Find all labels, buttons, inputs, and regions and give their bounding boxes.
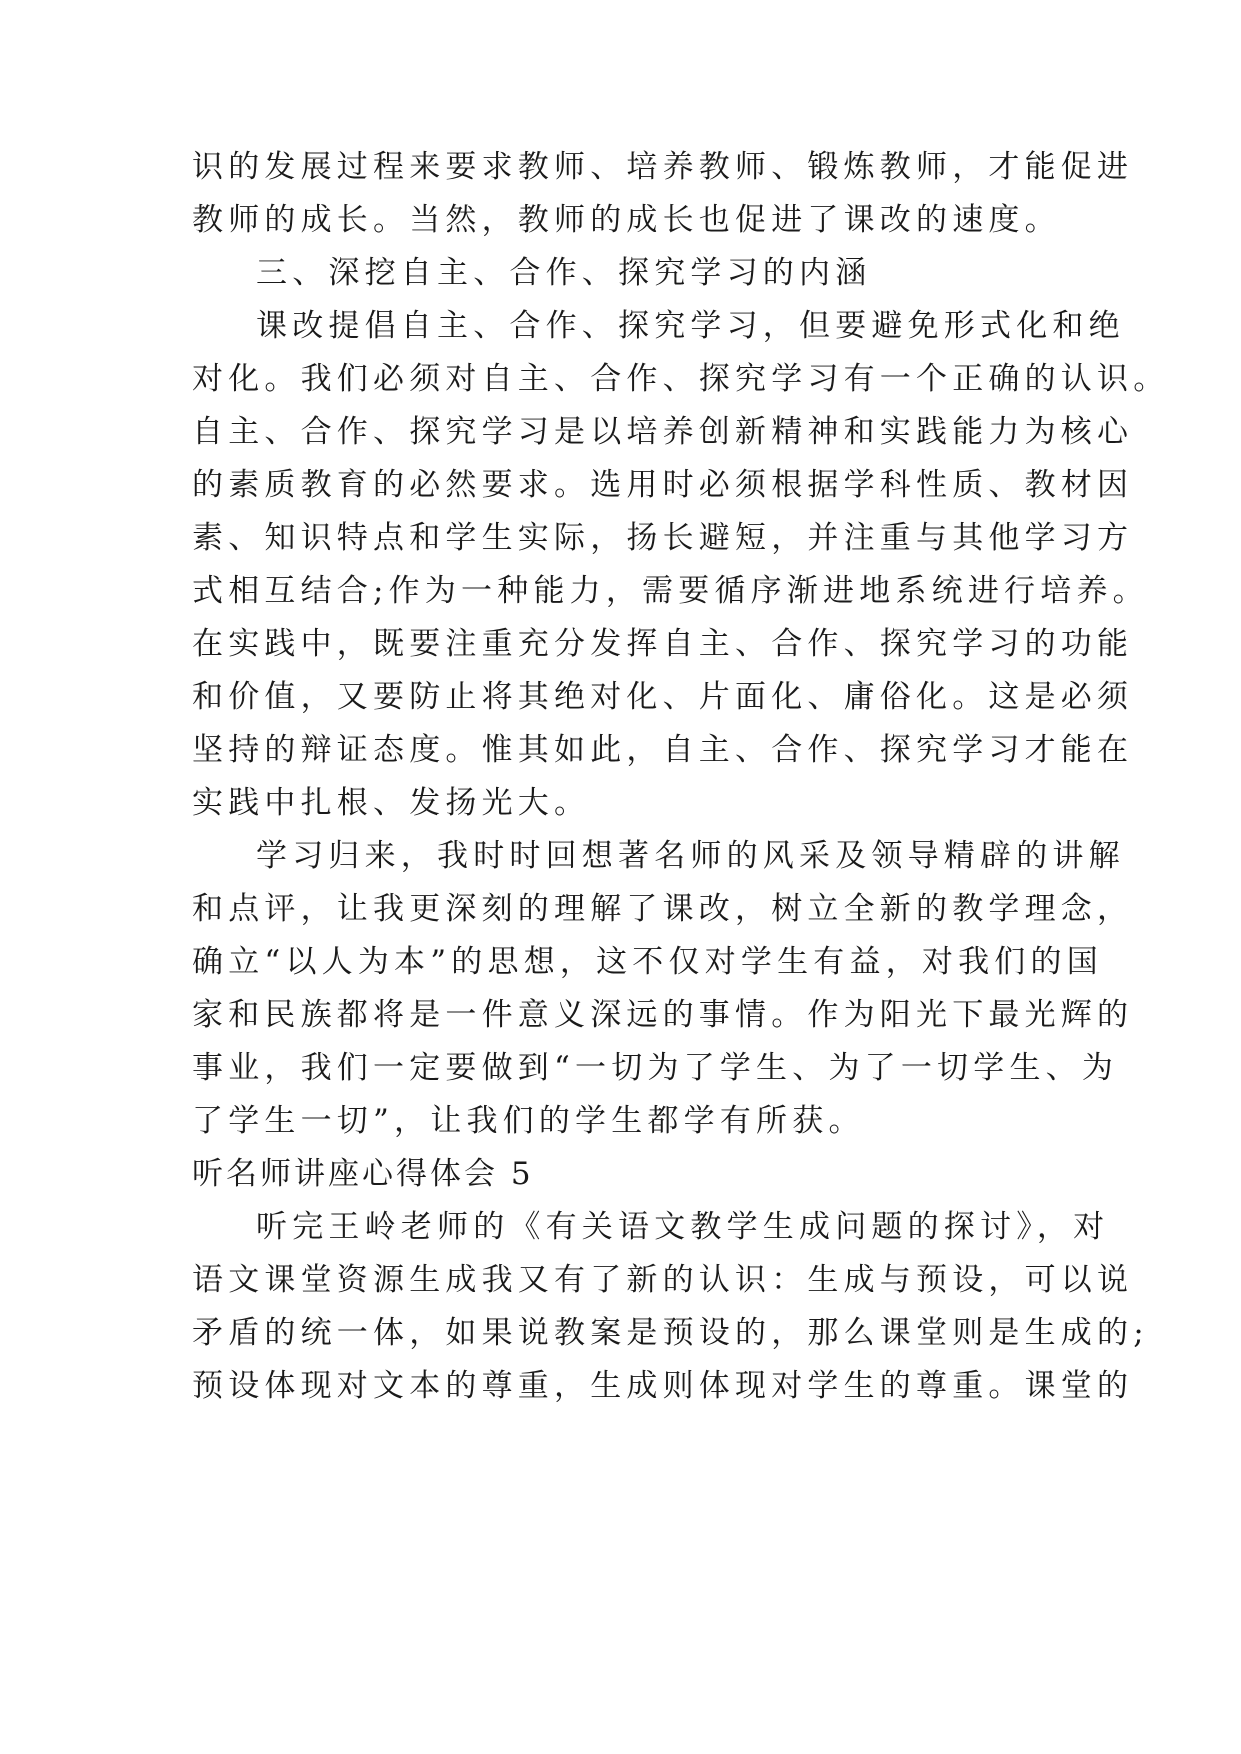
text-line: 语文课堂资源生成我又有了新的认识：生成与预设，可以说 [192, 1262, 1134, 1298]
text-line: 识的发展过程来要求教师、培养教师、锻炼教师，才能促进 [192, 149, 1134, 185]
paragraph-first-line: 听完王岭老师的《有关语文教学生成问题的探讨》，对 [256, 1209, 1110, 1245]
text-line: 和价值，又要防止将其绝对化、片面化、庸俗化。这是必须 [192, 679, 1134, 715]
text-line: 式相互结合;作为一种能力，需要循序渐进地系统进行培养。 [192, 573, 1149, 609]
text-line: 事业，我们一定要做到“一切为了学生、为了一切学生、为 [192, 1050, 1119, 1086]
text-line: 素、知识特点和学生实际，扬长避短，并注重与其他学习方 [192, 520, 1134, 556]
text-line: 教师的成长。当然，教师的成长也促进了课改的速度。 [192, 202, 1061, 238]
text-line: 在实践中，既要注重充分发挥自主、合作、探究学习的功能 [192, 626, 1134, 662]
text-line: 对化。我们必须对自主、合作、探究学习有一个正确的认识。 [192, 361, 1170, 397]
text-line: 家和民族都将是一件意义深远的事情。作为阳光下最光辉的 [192, 997, 1134, 1033]
section-heading: 三、深挖自主、合作、探究学习的内涵 [256, 255, 872, 291]
text-line: 确立“以人为本”的思想，这不仅对学生有益，对我们的国 [192, 944, 1103, 980]
article-title: 听名师讲座心得体会 5 [192, 1156, 534, 1192]
text-line: 和点评，让我更深刻的理解了课改，树立全新的教学理念， [192, 891, 1134, 927]
text-line: 自主、合作、探究学习是以培养创新精神和实践能力为核心 [192, 414, 1134, 450]
paragraph-first-line: 学习归来，我时时回想著名师的风采及领导精辟的讲解 [256, 838, 1125, 874]
text-line: 预设体现对文本的尊重，生成则体现对学生的尊重。课堂的 [192, 1368, 1134, 1404]
text-line: 的素质教育的必然要求。选用时必须根据学科性质、教材因 [192, 467, 1134, 503]
text-line: 实践中扎根、发扬光大。 [192, 785, 591, 821]
text-line: 矛盾的统一体，如果说教案是预设的，那么课堂则是生成的; [192, 1315, 1149, 1351]
text-line: 坚持的辩证态度。惟其如此，自主、合作、探究学习才能在 [192, 732, 1134, 768]
text-line: 了学生一切”，让我们的学生都学有所获。 [192, 1103, 865, 1139]
paragraph-first-line: 课改提倡自主、合作、探究学习，但要避免形式化和绝 [256, 308, 1125, 344]
